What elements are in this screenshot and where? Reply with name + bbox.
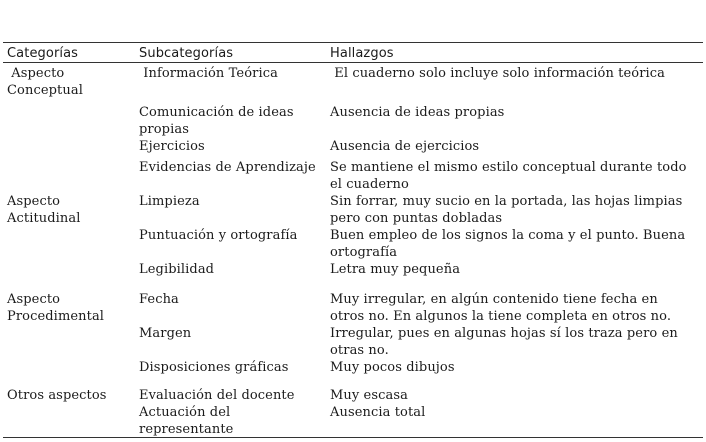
table-row-hallazgo: Irregular, pues en algunas hojas sí los traza pero en otras no. <box>330 326 678 358</box>
table-row-hallazgo: Muy escasa <box>330 388 408 403</box>
table-row-subcategoria: Comunicación de ideas propias <box>139 105 294 137</box>
header-hallazgos: Hallazgos <box>330 46 394 61</box>
table-row-subcategoria: Ejercicios <box>139 139 205 154</box>
table-row-hallazgo: El cuaderno solo incluye solo información teórica <box>330 66 665 81</box>
table-row-subcategoria: Puntuación y ortografía <box>139 228 298 243</box>
table-row-hallazgo: Letra muy pequeña <box>330 262 461 277</box>
table-row-subcategoria: Información Teórica <box>139 66 278 81</box>
category-actitudinal: Aspecto Actitudinal <box>7 194 81 226</box>
table-row-hallazgo: Muy pocos dibujos <box>330 360 455 375</box>
category-conceptual: Aspecto Conceptual <box>7 66 83 98</box>
table-row-hallazgo: Ausencia de ideas propias <box>330 105 505 120</box>
table-row-subcategoria: Evidencias de Aprendizaje <box>139 160 316 175</box>
table-row-subcategoria: Margen <box>139 326 192 341</box>
table-row-subcategoria: Disposiciones gráficas <box>139 360 289 375</box>
table-row-hallazgo: Se mantiene el mismo estilo conceptual durante todo el cuaderno <box>330 160 687 192</box>
table-row-hallazgo: Ausencia de ejercicios <box>330 139 480 154</box>
table-bottom-rule <box>3 437 703 438</box>
header-subcategorias: Subcategorías <box>139 46 234 61</box>
table-row-hallazgo: Buen empleo de los signos la coma y el punto. Buena ortografía <box>330 228 686 260</box>
table-row-subcategoria: Evaluación del docente <box>139 388 295 403</box>
table-row-subcategoria: Actuación del representante <box>139 405 234 437</box>
table-row-subcategoria: Legibilidad <box>139 262 215 277</box>
table-row-subcategoria: Fecha <box>139 292 179 307</box>
table-top-rule <box>3 42 703 43</box>
header-categorias: Categorías <box>7 46 79 61</box>
table-row-hallazgo: Sin forrar, muy sucio en la portada, las hojas limpias pero con puntas dobladas <box>330 194 683 226</box>
table-row-hallazgo: Ausencia total <box>330 405 426 420</box>
table-row-hallazgo: Muy irregular, en algún contenido tiene fecha en otros no. En algunos la tiene completa en otros no. <box>330 292 672 324</box>
table-row-subcategoria: Limpieza <box>139 194 200 209</box>
category-otros: Otros aspectos <box>7 388 107 403</box>
category-procedimental: Aspecto Procedimental <box>7 292 105 324</box>
